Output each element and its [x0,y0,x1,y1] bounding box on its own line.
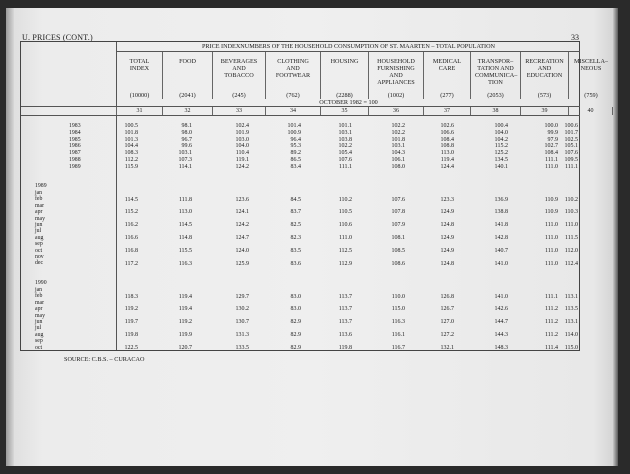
value-cell: 112.2 [124,157,138,163]
value-cell: 140.1 [494,163,508,170]
value-cell: 107.6 [338,157,352,163]
value-cell: 113.7 [338,306,352,313]
value-cell: 124.9 [440,234,454,241]
value-cell: 116.3 [391,319,405,326]
row-label: may [35,215,45,222]
value-cell: 82.9 [290,331,301,338]
value-cell: 101.3 [124,136,138,143]
row-label: feb [35,293,43,300]
column-number: 37 [424,107,471,115]
value-cell: 113.7 [338,293,352,300]
column-weight: (2053) [487,92,504,99]
value-cell: 132.1 [440,344,454,351]
value-cell: 117.2 [124,260,138,267]
value-cell: 111.5 [564,234,578,241]
column-number: 34 [266,107,321,115]
column-weight: (573) [537,92,552,99]
column-header [266,52,321,99]
row-label: 1984 [69,129,81,136]
value-cell: 124.7 [235,234,249,241]
value-cell: 114.8 [178,234,192,241]
value-cell: 118.3 [124,293,138,300]
value-cell: 104.4 [124,143,138,150]
value-cell: 119.2 [178,319,192,326]
value-cell: 102.2 [391,123,405,129]
value-cell: 116.8 [124,247,138,254]
table-row [21,261,580,268]
row-label: jan [35,190,43,196]
column-label: BEVERAGES AND TOBACCO [220,58,258,79]
value-cell: 107.6 [564,150,578,157]
value-cell: 83.4 [290,163,301,170]
value-cell: 101.8 [124,129,138,136]
value-cell: 110.2 [338,196,352,203]
value-cell: 115.5 [178,247,192,254]
row-label: jun [35,222,43,228]
value-cell: 111.1 [564,163,578,170]
value-cell: 111.4 [544,344,558,351]
value-cell: 119.8 [338,344,352,351]
table-row [21,332,580,339]
value-cell: 105.1 [564,143,578,150]
value-cell: 116.7 [391,344,405,351]
document-page [6,8,618,466]
value-cell: 134.5 [494,157,508,163]
column-weight: (2288) [336,92,353,99]
value-cell: 106.1 [391,157,405,163]
value-cell: 113.6 [338,331,352,338]
value-cell: 111.0 [544,247,558,254]
value-cell: 125.9 [235,260,249,267]
row-label: 1986 [69,143,81,150]
table-subtitle: OCTOBER 1982 = 100 [319,99,378,106]
value-cell: 107.6 [391,196,405,203]
value-cell: 114.5 [124,196,138,203]
value-cell: 119.2 [124,306,138,313]
value-cell: 113.7 [338,319,352,326]
column-number: 38 [471,107,521,115]
table-row [21,183,580,190]
value-cell: 100.6 [564,123,578,129]
column-number: 33 [213,107,266,115]
row-label: nov [35,254,44,260]
value-cell: 106.6 [440,129,454,136]
value-cell: 98.1 [181,123,192,129]
value-cell: 123.6 [235,196,249,203]
value-cell: 144.3 [494,331,508,338]
value-cell: 111.0 [544,222,558,229]
page-number: 33 [571,33,579,42]
row-label: oct [35,344,43,351]
column-header [521,52,569,99]
value-cell: 115.0 [391,306,405,313]
value-cell: 100.9 [287,129,301,136]
row-label: apr [35,209,43,216]
value-cell: 124.8 [440,260,454,267]
table-row [21,280,580,287]
value-cell: 115.2 [494,143,508,150]
section-title: U. PRICES (CONT.) [22,33,93,42]
column-number-row [21,106,594,116]
value-cell: 104.3 [391,150,405,157]
value-cell: 116.6 [124,234,138,241]
value-cell: 102.4 [235,123,249,129]
value-cell: 82.9 [290,319,301,326]
value-cell: 125.2 [494,150,508,157]
column-weight: (245) [232,92,246,99]
value-cell: 144.7 [494,319,508,326]
value-cell: 103.1 [338,129,352,136]
value-cell: 111.0 [544,234,558,241]
column-weight: (762) [286,92,300,99]
column-label: MISCELLA– NEOUS [573,58,609,72]
source-note: SOURCE: C.B.S. – CURACAO [64,356,145,363]
value-cell: 124.1 [235,209,249,216]
value-cell: 119.4 [178,293,192,300]
row-label: dec [35,260,44,267]
value-cell: 108.1 [391,234,405,241]
row-label: jul [35,228,42,235]
value-cell: 114.1 [178,163,192,170]
price-index-table [20,41,609,351]
value-cell: 120.7 [178,344,192,351]
value-cell: 103.1 [178,150,192,157]
column-number: 36 [369,107,424,115]
value-cell: 83.0 [290,306,301,313]
column-number: 32 [163,107,213,115]
value-cell: 124.0 [235,247,249,254]
row-label: jan [35,287,43,293]
value-cell: 107.8 [391,209,405,216]
column-weight: (10000) [129,92,150,99]
value-cell: 102.2 [338,143,352,150]
value-cell: 124.9 [440,209,454,216]
column-label: HOUSEHOLD FURNISHING AND APPLIANCES [377,58,415,86]
column-number: 35 [321,107,369,115]
value-cell: 102.7 [544,143,558,150]
column-number: 31 [117,107,163,115]
value-cell: 83.5 [290,247,301,254]
value-cell: 142.8 [494,234,508,241]
value-cell: 103.0 [235,136,249,143]
column-label: RECREATION AND EDUCATION [525,58,564,79]
value-cell: 86.5 [290,157,301,163]
value-cell: 101.9 [235,129,249,136]
value-cell: 101.1 [338,123,352,129]
value-cell: 82.3 [290,234,301,241]
value-cell: 95.3 [290,143,301,150]
value-cell: 141.0 [494,260,508,267]
value-cell: 119.4 [440,157,454,163]
value-cell: 105.4 [338,150,352,157]
value-cell: 116.2 [124,222,138,229]
table-title: PRICE INDEXNUMBERS OF THE HOUSEHOLD CONSUMPTION OF ST. MAARTEN – TOTAL POPULATION [117,42,580,52]
column-header [569,52,613,99]
value-cell: 103.1 [391,143,405,150]
value-cell: 115.0 [564,344,578,351]
value-cell: 126.7 [440,306,454,313]
value-cell: 108.6 [391,260,405,267]
value-cell: 108.5 [391,247,405,254]
value-cell: 112.4 [564,260,578,267]
value-cell: 111.2 [544,319,558,326]
value-cell: 100.4 [494,123,508,129]
row-label: sep [35,241,43,248]
value-cell: 110.9 [544,196,558,203]
table-row [21,248,580,255]
value-cell: 124.8 [440,222,454,229]
value-cell: 96.7 [181,136,192,143]
row-label: aug [35,331,44,338]
value-cell: 100.5 [124,123,138,129]
row-label: 1988 [69,157,81,163]
value-cell: 111.1 [338,163,352,170]
value-cell: 111.2 [544,306,558,313]
value-cell: 112.5 [338,247,352,254]
value-cell: 110.5 [338,209,352,216]
column-weight: (277) [440,92,454,99]
value-cell: 140.7 [494,247,508,254]
value-cell: 133.5 [235,344,249,351]
row-label: 1989 [69,163,81,170]
value-cell: 83.0 [290,293,301,300]
row-label: sep [35,338,43,345]
value-cell: 110.6 [338,222,352,229]
value-cell: 124.2 [235,222,249,229]
value-cell: 119.1 [235,157,249,163]
table-row [21,319,580,326]
value-cell: 108.3 [124,150,138,157]
book-spine [6,8,14,466]
column-header [213,52,266,99]
value-cell: 124.9 [440,247,454,254]
value-cell: 108.4 [544,150,558,157]
value-cell: 112.9 [338,260,352,267]
value-cell: 127.0 [440,319,454,326]
value-cell: 115.9 [124,163,138,170]
value-cell: 84.5 [290,196,301,203]
table-row [21,294,580,301]
value-cell: 101.7 [564,129,578,136]
row-label: 1985 [69,136,81,143]
value-cell: 119.4 [178,306,192,313]
table-row [21,222,580,229]
value-cell: 129.7 [235,293,249,300]
value-cell: 114.0 [564,331,578,338]
column-number: 39 [521,107,569,115]
column-label: HOUSING [330,58,359,65]
value-cell: 111.0 [564,222,578,229]
column-header [471,52,521,99]
value-cell: 124.4 [440,163,454,170]
value-cell: 111.1 [544,293,558,300]
value-cell: 109.5 [564,157,578,163]
value-cell: 123.3 [440,196,454,203]
value-cell: 124.2 [235,163,249,170]
value-cell: 119.8 [124,331,138,338]
row-label: jul [35,325,42,332]
value-cell: 110.2 [564,196,578,203]
value-cell: 127.2 [440,331,454,338]
column-label: MEDICAL CARE [432,58,462,72]
value-cell: 110.9 [544,209,558,216]
value-cell: 103.8 [338,136,352,143]
value-cell: 108.4 [440,136,454,143]
table-row [21,164,580,171]
value-cell: 136.9 [494,196,508,203]
value-cell: 110.3 [564,209,578,216]
value-cell: 99.9 [547,129,558,136]
value-cell: 104.0 [494,129,508,136]
column-label: TRANSPOR– TATION AND COMMUNICA– TION [475,58,518,86]
value-cell: 102.5 [564,136,578,143]
value-cell: 89.2 [290,150,301,157]
row-label: 1989 [35,183,47,189]
value-cell: 142.6 [494,306,508,313]
value-cell: 116.3 [178,260,192,267]
value-cell: 107.3 [178,157,192,163]
column-weight: (2041) [179,92,196,99]
row-label: 1990 [35,280,47,286]
column-label: CLOTHING AND FOOTWEAR [275,58,311,79]
value-cell: 83.6 [290,260,301,267]
column-weight: (1002) [387,92,405,99]
value-cell: 130.7 [235,319,249,326]
table-row [21,345,580,352]
value-cell: 113.1 [564,319,578,326]
value-cell: 111.0 [544,163,558,170]
value-cell: 114.5 [178,222,192,229]
column-header [321,52,369,99]
value-cell: 119.9 [178,331,192,338]
row-label: mar [35,202,45,209]
column-label: FOOD [179,58,196,65]
value-cell: 110.4 [235,150,249,157]
value-cell: 108.8 [440,143,454,150]
column-header [163,52,213,99]
value-cell: 130.2 [235,306,249,313]
column-header [369,52,424,99]
value-cell: 112.0 [564,247,578,254]
value-cell: 113.0 [178,209,192,216]
value-cell: 111.0 [544,260,558,267]
value-cell: 108.0 [391,163,405,170]
value-cell: 116.1 [391,331,405,338]
row-label: oct [35,247,43,254]
value-cell: 115.2 [124,209,138,216]
table-row [21,306,580,313]
value-cell: 107.9 [391,222,405,229]
table-row [21,197,580,204]
value-cell: 101.4 [287,123,301,129]
row-label: may [35,312,45,319]
value-cell: 100.0 [544,123,558,129]
value-cell: 138.8 [494,209,508,216]
column-header [424,52,471,99]
value-cell: 83.7 [290,209,301,216]
value-cell: 141.0 [494,293,508,300]
value-cell: 111.1 [544,157,558,163]
value-cell: 82.5 [290,222,301,229]
value-cell: 98.0 [181,129,192,136]
column-header [117,52,163,99]
row-label: jun [35,319,43,325]
value-cell: 122.5 [124,344,138,351]
row-label: 1983 [69,123,81,129]
stub-number-cell [21,107,117,115]
column-label: TOTAL INDEX [129,58,150,72]
value-cell: 113.1 [564,293,578,300]
value-cell: 104.0 [235,143,249,150]
table-row [21,209,580,216]
value-cell: 113.0 [440,150,454,157]
value-cell: 102.2 [391,129,405,136]
value-cell: 131.3 [235,331,249,338]
value-cell: 111.0 [338,234,352,241]
value-cell: 99.6 [181,143,192,150]
value-cell: 82.9 [290,344,301,351]
table-row [21,235,580,242]
value-cell: 148.3 [494,344,508,351]
column-number: 40 [569,107,613,115]
value-cell: 119.7 [124,319,138,326]
column-weight: (759) [584,92,598,99]
value-cell: 102.6 [440,123,454,129]
value-cell: 97.9 [547,136,558,143]
value-cell: 113.5 [564,306,578,313]
value-cell: 96.4 [290,136,301,143]
value-cell: 111.8 [178,196,192,203]
row-label: aug [35,234,44,241]
row-label: mar [35,299,45,306]
value-cell: 104.2 [494,136,508,143]
value-cell: 101.8 [391,136,405,143]
row-label: 1987 [69,150,81,157]
value-cell: 110.0 [391,293,405,300]
value-cell: 111.2 [544,331,558,338]
value-cell: 126.8 [440,293,454,300]
row-label: feb [35,196,43,203]
row-label: apr [35,306,43,313]
value-cell: 141.8 [494,222,508,229]
